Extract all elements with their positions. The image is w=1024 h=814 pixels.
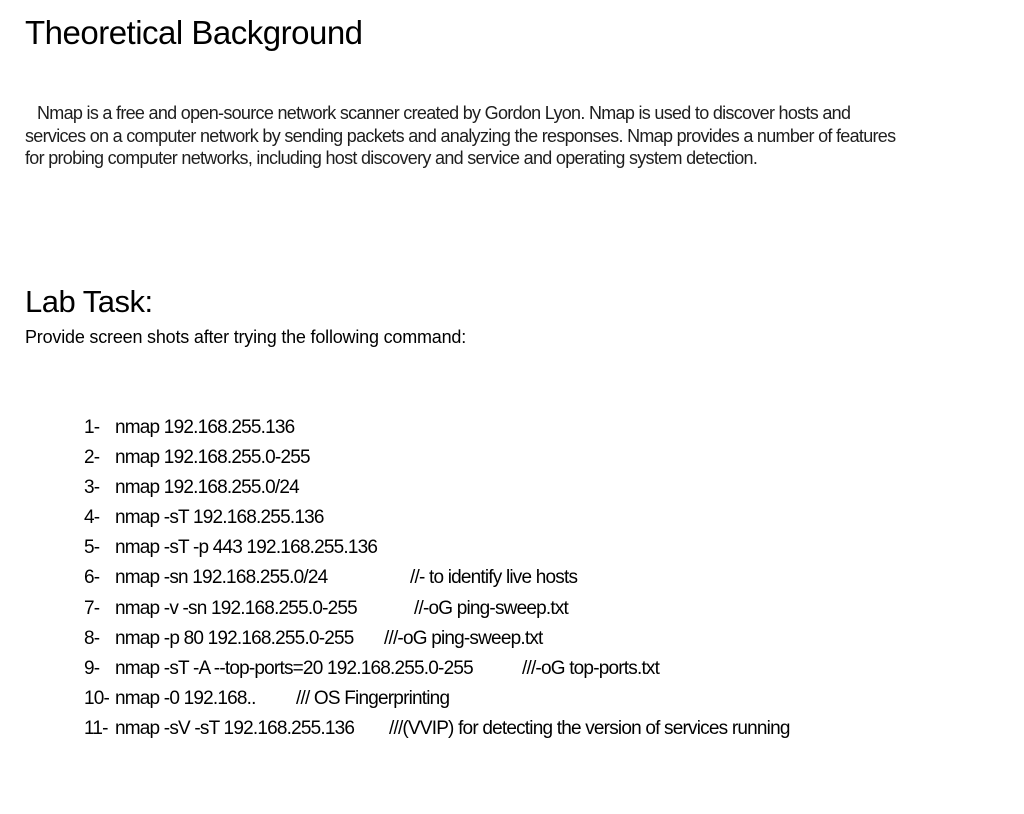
command-text: nmap -0 192.168..	[115, 687, 256, 709]
command-text: nmap -sT -p 443 192.168.255.136	[115, 537, 378, 559]
command-text: nmap -v -sn 192.168.255.0-255	[115, 597, 357, 619]
command-text: nmap 192.168.255.0-255	[115, 447, 310, 469]
command-number: 9-	[84, 657, 100, 679]
command-text: nmap -sV -sT 192.168.255.136	[115, 717, 355, 739]
command-text: nmap -p 80 192.168.255.0-255	[115, 627, 354, 649]
command-item-9	[84, 654, 660, 684]
command-text: nmap -sT 192.168.255.136	[115, 507, 324, 529]
command-text: nmap 192.168.255.0/24	[115, 477, 299, 499]
command-comment: ///(VVIP) for detecting the version of services running	[389, 717, 790, 739]
command-number: 10-	[84, 687, 110, 709]
command-text: nmap -sT -A --top-ports=20 192.168.255.0-255	[115, 657, 473, 679]
command-comment: //-oG ping-sweep.txt	[414, 597, 569, 619]
command-number: 6-	[84, 567, 100, 589]
command-text: nmap -sn 192.168.255.0/24	[115, 567, 328, 589]
command-comment: ///-oG top-ports.txt	[522, 657, 660, 679]
lab-task-heading: Lab Task:	[25, 284, 153, 319]
command-number: 2-	[84, 447, 100, 469]
command-number: 3-	[84, 477, 100, 499]
command-comment: /// OS Fingerprinting	[296, 687, 450, 709]
theoretical-background-heading: Theoretical Background	[25, 14, 363, 51]
command-item-11	[84, 714, 790, 744]
lab-instruction: Provide screen shots after trying the following command:	[25, 327, 467, 347]
command-item-3	[84, 473, 473, 503]
command-item-2	[84, 443, 473, 473]
command-item-7	[84, 594, 569, 624]
command-number: 7-	[84, 597, 100, 619]
command-comment: ///-oG ping-sweep.txt	[384, 627, 543, 649]
command-item-8	[84, 624, 543, 654]
command-item-1	[84, 413, 473, 443]
command-item-6	[84, 563, 578, 593]
background-paragraph: Nmap is a free and open-source network scanner created by Gordon Lyon. Nmap is used to discover hosts and services on a computer network by sending packets and analyzing the responses. Nmap provides a number of features for probing computer networks, including host discovery and service and operating system detection.	[25, 103, 896, 168]
command-item-4	[84, 503, 473, 533]
command-number: 11-	[84, 717, 108, 739]
command-list	[84, 413, 790, 744]
command-number: 5-	[84, 537, 100, 559]
command-number: 8-	[84, 627, 100, 649]
command-item-10	[84, 684, 473, 714]
command-comment: //- to identify live hosts	[410, 567, 578, 589]
command-text: nmap 192.168.255.136	[115, 417, 295, 438]
command-number: 1-	[84, 417, 100, 438]
command-item-5	[84, 533, 473, 563]
command-number: 4-	[84, 507, 100, 529]
